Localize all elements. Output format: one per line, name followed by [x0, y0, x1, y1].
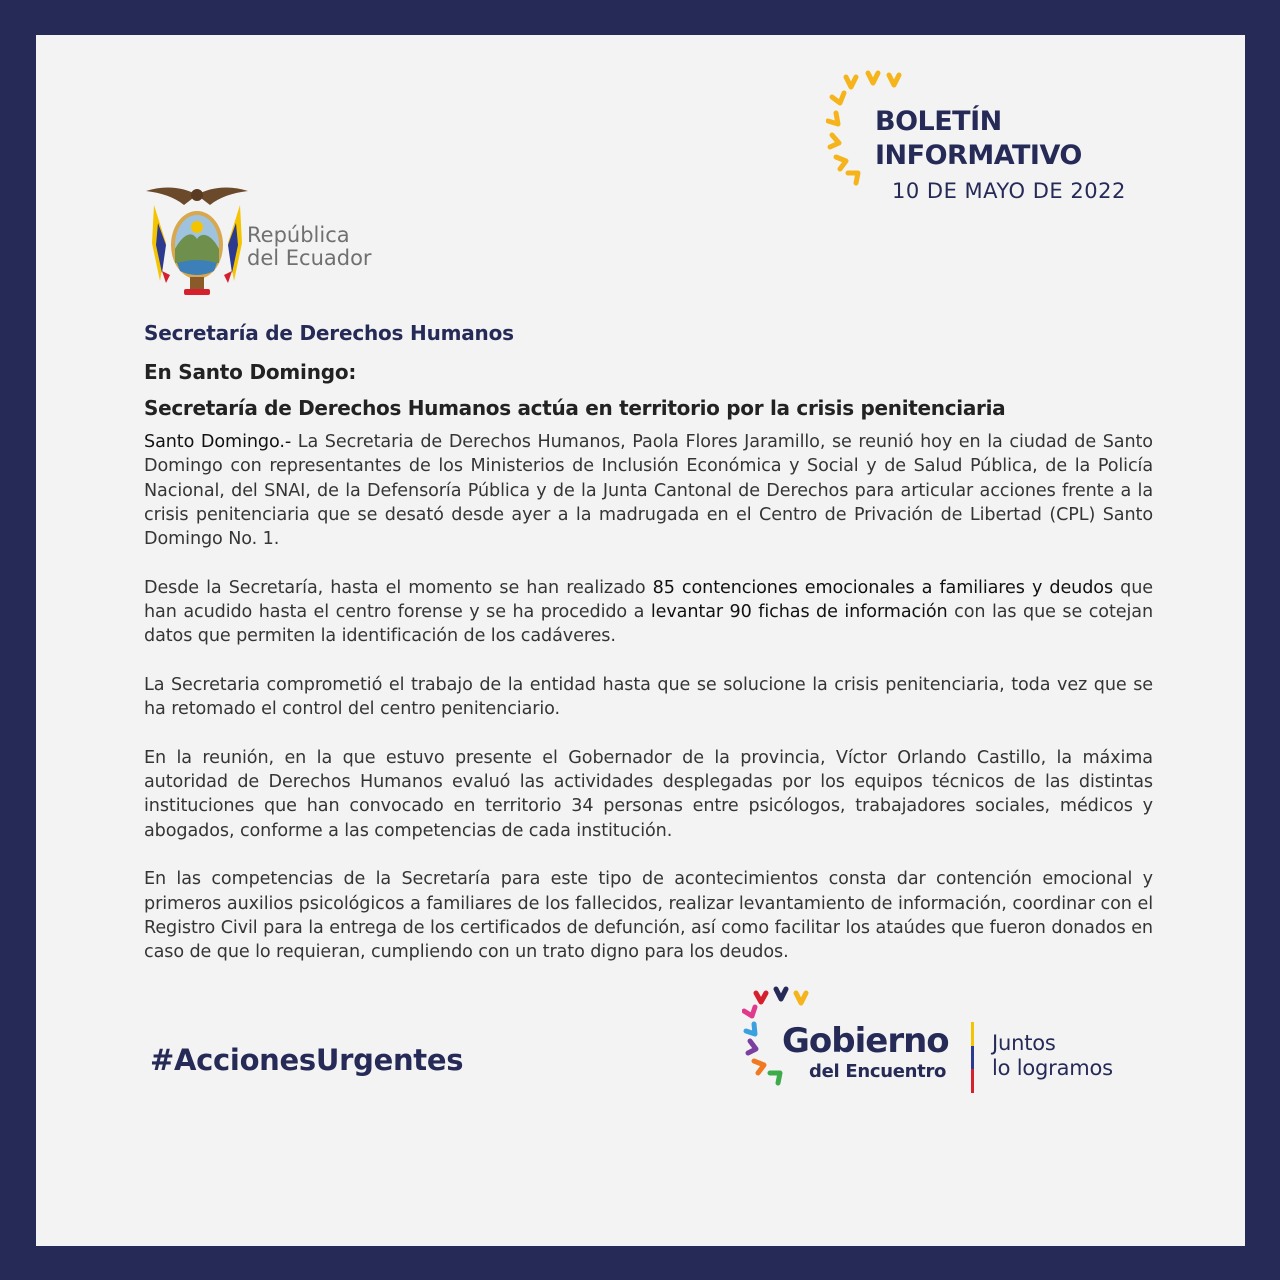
bulletin-title — [875, 105, 1082, 173]
paragraph-2 — [144, 576, 1153, 649]
paragraph-1-text: La Secretaria de Derechos Humanos, Paola Flores Jaramillo, se reunió hoy en la ciudad de Santo Domingo con representantes de los Ministerios de Inclusión Económica y Social y de Salud Pública, de la Policía Nacional, del SNAI, de la Defensoría Pública y de la Junta Cantonal de Derechos para articular acciones frente a la crisis penitenciaria que se desató desde ayer a la madrugada en el Centro de Privación de Libertad (CPL) Santo Domingo No. 1. — [144, 432, 1153, 550]
paragraph-2-text-c: que han acudido hasta el centro forense y se ha procedido a — [144, 577, 1153, 623]
government-subtitle: del Encuentro — [809, 1061, 947, 1082]
republic-name — [247, 224, 372, 270]
slogan-line1: Juntos — [992, 1031, 1056, 1055]
article-headline: Secretaría de Derechos Humanos actúa en territorio por la crisis penitenciaria — [144, 396, 1006, 420]
paragraph-4: En la reunión, en la que estuvo presente el Gobernador de la provincia, Víctor Orlando Castillo, la máxima autoridad de Derechos Humanos evaluó las actividades desplegadas por los equipos técnicos de las distintas instituciones que han convocado en territorio 34 personas entre psicólogos, trabajadores sociales, médicos y abogados, conforme a las competencias de cada institución. — [144, 747, 1153, 841]
article-body — [144, 430, 1153, 989]
slogan — [992, 1031, 1113, 1081]
dateline: Santo Domingo.- — [144, 432, 292, 452]
republic-name-line2: del Ecuador — [247, 246, 372, 270]
paragraph-5: En las competencias de la Secretaría para este tipo de acontecimientos consta dar contención emocional y primeros auxilios psicológicos a familiares de los fallecidos, realizar levantamiento de información, coordinar con el Registro Civil para la entrega de los certificados de defunción, así como facilitar los ataúdes que fueron donados en caso de que lo requieran, cumpliendo con un trato digno para los deudos. — [144, 869, 1153, 963]
bulletin-title-line2: INFORMATIVO — [875, 140, 1082, 171]
highlight-records: levantar 90 fichas de información — [650, 602, 948, 623]
paragraph-2-text-a: Desde la Secretaría, hasta el momento se han realizado — [144, 577, 653, 598]
highlight-contentions: 85 contenciones emocionales a familiares y deudos — [652, 577, 1114, 598]
slogan-line2: lo logramos — [992, 1056, 1113, 1080]
paragraph-2-text-e: con las que se cotejan datos que permiten la identificación de los cadáveres. — [144, 602, 1153, 647]
coat-of-arms-icon — [144, 183, 250, 299]
paragraph-1 — [144, 430, 1153, 551]
flag-divider — [971, 1022, 974, 1093]
bulletin-sheet — [36, 35, 1245, 1246]
organization-name: Secretaría de Derechos Humanos — [144, 321, 514, 345]
bulletin-title-line1: BOLETÍN — [875, 106, 1002, 137]
paragraph-3: La Secretaria comprometió el trabajo de la entidad hasta que se solucione la crisis penitenciaria, toda vez que se ha retomado el control del centro penitenciario. — [144, 674, 1153, 720]
article-kicker: En Santo Domingo: — [144, 360, 357, 384]
bulletin-date: 10 DE MAYO DE 2022 — [892, 179, 1126, 203]
republic-name-line1: República — [247, 223, 350, 247]
hashtag: #AccionesUrgentes — [150, 1043, 464, 1077]
government-title: Gobierno — [782, 1021, 949, 1061]
